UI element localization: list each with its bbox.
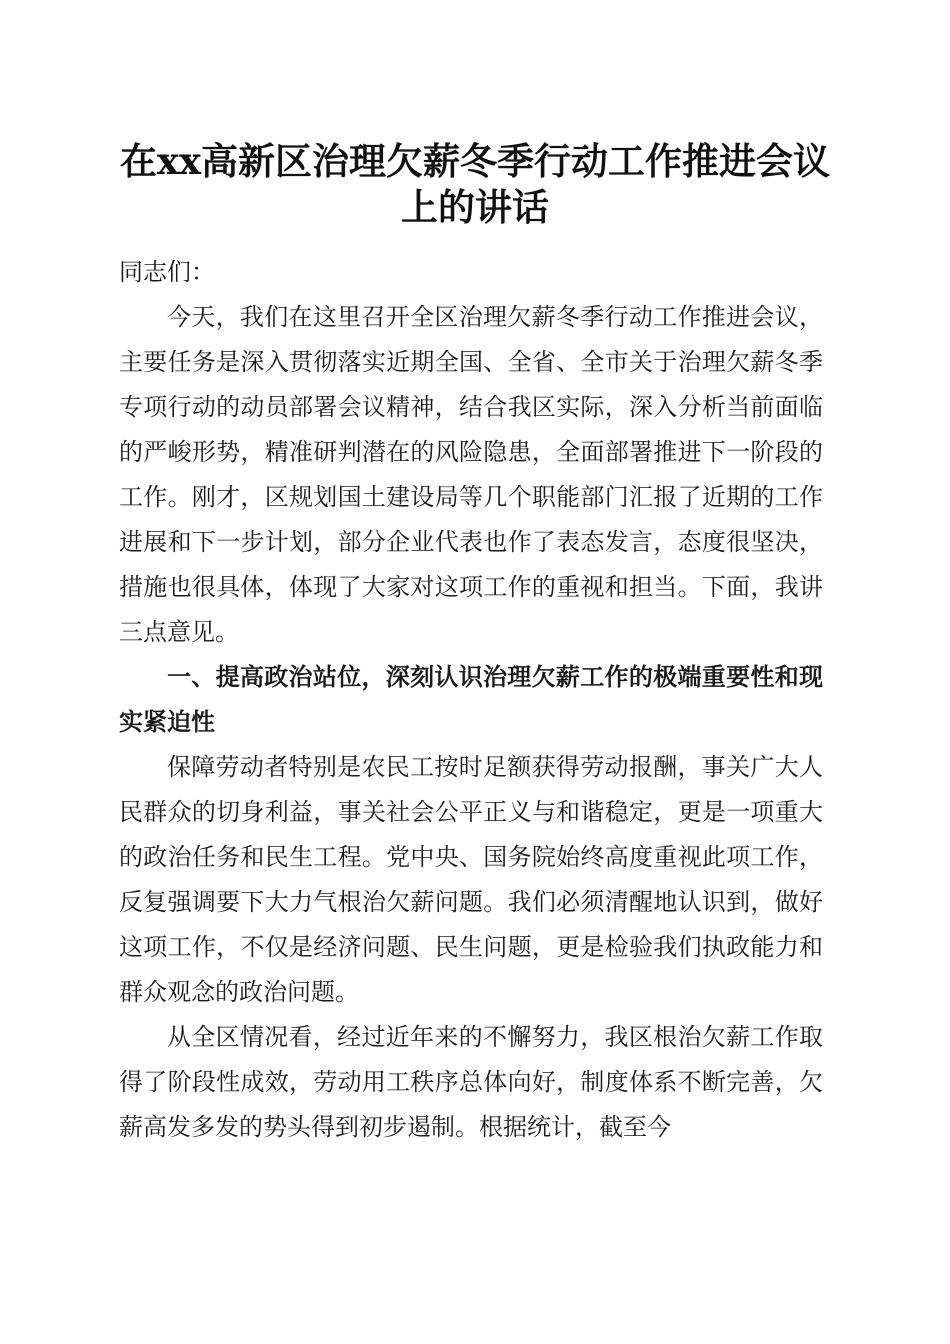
salutation: 同志们： xyxy=(119,258,215,286)
document-body xyxy=(119,250,823,1150)
section1-paragraph-2: 从全区情况看，经过近年来的不懈努力，我区根治欠薪工作取得了阶段性成效，劳动用工秩序总体向好，制度体系不断完善，欠薪高发多发的势头得到初步遏制。根据统计，截至今 xyxy=(119,1023,823,1141)
intro-paragraph: 今天，我们在这里召开全区治理欠薪冬季行动工作推进会议，主要任务是深入贯彻落实近期全国、全省、全市关于治理欠薪冬季专项行动的动员部署会议精神，结合我区实际，深入分析当前面临的严峻形势，精准研判潜在的风险隐患，全面部署推进下一阶段的工作。刚才，区规划国土建设局等几个职能部门汇报了近期的工作进展和下一步计划，部分企业代表也作了表态发言，态度很坚决，措施也很具体，体现了大家对这项工作的重视和担当。下面，我讲三点意见。 xyxy=(119,303,823,646)
section-heading-1: 一、提高政治站位，深刻认识治理欠薪工作的极端重要性和现实紧迫性 xyxy=(119,663,823,736)
document-title: 在xx高新区治理欠薪冬季行动工作推进会议上的讲话 xyxy=(119,139,831,229)
section1-paragraph-1: 保障劳动者特别是农民工按时足额获得劳动报酬，事关广大人民群众的切身利益，事关社会公平正义与和谐稳定，更是一项重大的政治任务和民生工程。党中央、国务院始终高度重视此项工作，反复强调要下大力气根治欠薪问题。我们必须清醒地认识到，做好这项工作，不仅是经济问题、民生问题，更是检验我们执政能力和群众观念的政治问题。 xyxy=(119,753,823,1006)
